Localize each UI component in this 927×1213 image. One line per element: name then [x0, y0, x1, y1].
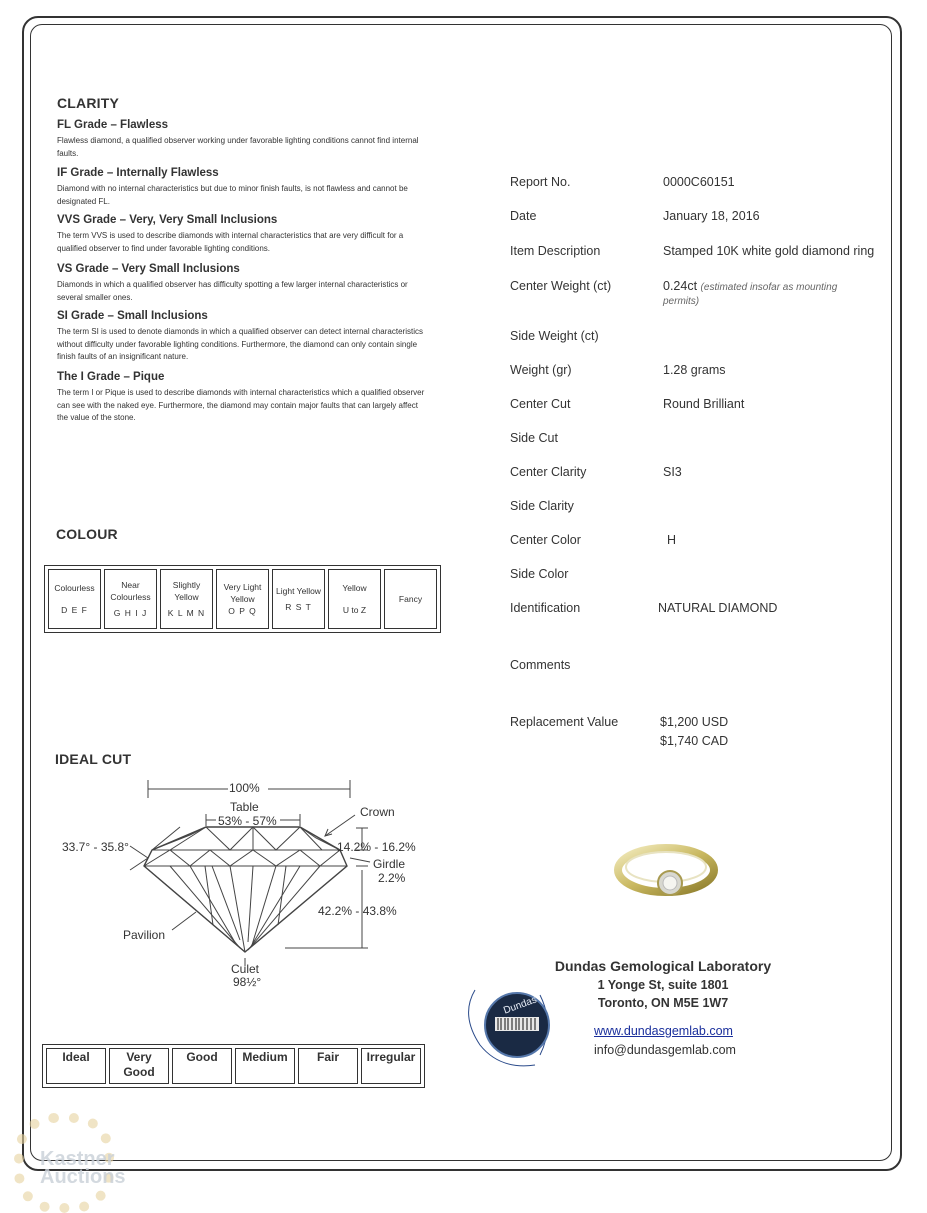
report-value: $1,200 USD — [660, 715, 729, 729]
lab-address-line2: Toronto, ON M5E 1W7 — [597, 996, 729, 1010]
report-label: Center Cut — [510, 397, 571, 411]
seal-text: Dundas — [502, 994, 539, 1017]
report-row — [510, 431, 890, 451]
diagram-label-crown-height: 14.2% - 16.2% — [337, 840, 416, 854]
diagram-label-culet-value: 98½° — [233, 975, 262, 989]
report-details — [510, 0, 890, 760]
report-label: Center Weight (ct) — [510, 279, 612, 293]
lab-website-link[interactable]: www.dundasgemlab.com — [594, 1024, 733, 1038]
lab-name: Dundas Gemological Laboratory — [554, 958, 772, 974]
report-row — [510, 658, 890, 678]
report-row — [510, 175, 890, 195]
report-label: Side Weight (ct) — [510, 329, 599, 343]
report-value: SI3 — [663, 465, 682, 479]
grade-description: Flawless diamond, a qualified observer working under favorable lighting conditions cannot find internal faults. — [57, 136, 419, 158]
cut-grade-cell: Irregular — [361, 1048, 421, 1084]
colour-cell: Yellow U to Z — [328, 569, 381, 629]
diagram-label-table: Table — [230, 800, 259, 814]
diagram-label-width: 100% — [229, 781, 260, 795]
cut-grade-cell: Good — [172, 1048, 232, 1084]
diagram-label-girdle: Girdle — [373, 857, 406, 871]
grade-title: The I Grade – Pique — [57, 371, 165, 383]
report-row — [510, 533, 890, 553]
clarity-heading: CLARITY — [57, 95, 120, 111]
colour-cell: Fancy — [384, 569, 437, 629]
report-value: January 18, 2016 — [663, 209, 760, 223]
report-row — [510, 499, 890, 519]
report-row — [510, 465, 890, 485]
report-value-secondary: $1,740 CAD — [660, 734, 729, 748]
cut-grade-table — [42, 1044, 425, 1088]
grade-description: The term SI is used to denote diamonds in which a qualified observer can detect internal characteristics without difficulty under favorable lighting conditions. Furthermore, the diamond can only contain single finish faults of an insignificant nature. — [57, 327, 423, 361]
diagram-label-pavilion-depth: 42.2% - 43.8% — [318, 904, 397, 918]
report-row — [510, 363, 890, 383]
report-row — [510, 209, 890, 229]
watermark-text: Kastner Auctions — [40, 1148, 126, 1188]
report-value: NATURAL DIAMOND — [658, 601, 778, 615]
report-value: H — [667, 533, 677, 547]
grade-title: FL Grade – Flawless — [57, 119, 169, 131]
colour-heading: COLOUR — [56, 526, 118, 542]
report-label: Weight (gr) — [510, 363, 572, 377]
report-label: Identification — [510, 601, 581, 615]
lab-email[interactable]: info@dundasgemlab.com — [594, 1043, 736, 1057]
cut-grade-cell: Ideal — [46, 1048, 106, 1084]
report-value: Stamped 10K white gold diamond ring — [663, 244, 875, 258]
grade-title: VVS Grade – Very, Very Small Inclusions — [57, 214, 278, 226]
grade-description: Diamonds in which a qualified observer has difficulty spotting a few larger internal characteristics or several smaller ones. — [57, 280, 408, 302]
colour-cell: Colourless D E F — [48, 569, 101, 629]
report-value: Round Brilliant — [663, 397, 745, 411]
cut-grade-cell: Very Good — [109, 1048, 169, 1084]
report-label: Side Clarity — [510, 499, 574, 513]
cut-grade-cell: Fair — [298, 1048, 358, 1084]
report-label: Comments — [510, 658, 571, 672]
report-label: Center Clarity — [510, 465, 587, 479]
diagram-label-culet: Culet — [231, 962, 260, 976]
report-row — [510, 279, 890, 315]
report-label: Replacement Value — [510, 715, 619, 729]
report-label: Report No. — [510, 175, 571, 189]
diagram-label-girdle-value: 2.2% — [378, 871, 406, 885]
lab-contact — [540, 958, 786, 1010]
report-label: Date — [510, 209, 537, 223]
grade-title: VS Grade – Very Small Inclusions — [57, 263, 240, 275]
colour-cell: Slightly Yellow K L M N — [160, 569, 213, 629]
report-row — [510, 715, 890, 755]
grade-description: The term VVS is used to describe diamonds with internal characteristics that are very difficult for a qualified observer to find under favorable lighting conditions. — [57, 231, 404, 253]
report-row — [510, 601, 890, 621]
report-value: 1.28 grams — [663, 363, 726, 377]
colour-cell: Light Yellow R S T — [272, 569, 325, 629]
report-label: Center Color — [510, 533, 581, 547]
grade-title: IF Grade – Internally Flawless — [57, 167, 219, 179]
colour-cell: Near Colourless G H I J — [104, 569, 157, 629]
report-row — [510, 244, 890, 264]
diagram-label-crown-angle: 33.7° - 35.8° — [62, 840, 129, 854]
report-value: 0000C60151 — [663, 175, 735, 189]
grade-description: Diamond with no internal characteristics but due to minor finish faults, is not flawless and cannot be designated FL. — [57, 184, 408, 206]
ring-photo — [608, 833, 718, 903]
report-value: 0.24ct — [663, 279, 698, 293]
report-label: Side Cut — [510, 431, 558, 445]
report-note: (estimated insofar as mounting permits) — [663, 282, 838, 307]
report-label: Item Description — [510, 244, 601, 258]
cut-grade-cell: Medium — [235, 1048, 295, 1084]
grade-title: SI Grade – Small Inclusions — [57, 310, 208, 322]
colour-cell: Very Light Yellow O P Q — [216, 569, 269, 629]
ideal-cut-heading: IDEAL CUT — [55, 751, 132, 767]
lab-address-line1: 1 Yonge St, suite 1801 — [597, 978, 729, 992]
diagram-label-table-range: 53% - 57% — [218, 814, 277, 828]
report-row — [510, 567, 890, 587]
diagram-label-crown: Crown — [360, 805, 395, 819]
report-row — [510, 329, 890, 349]
lab-seal — [455, 975, 565, 1075]
report-row — [510, 397, 890, 417]
report-label: Side Color — [510, 567, 569, 581]
diagram-label-pavilion: Pavilion — [123, 928, 166, 942]
grade-description: The term I or Pique is used to describe diamonds with internal characteristics which a qualified observer can see with the naked eye. Furthermore, the diamond may contain major faults that can largely affect the value of the stone. — [57, 388, 425, 422]
